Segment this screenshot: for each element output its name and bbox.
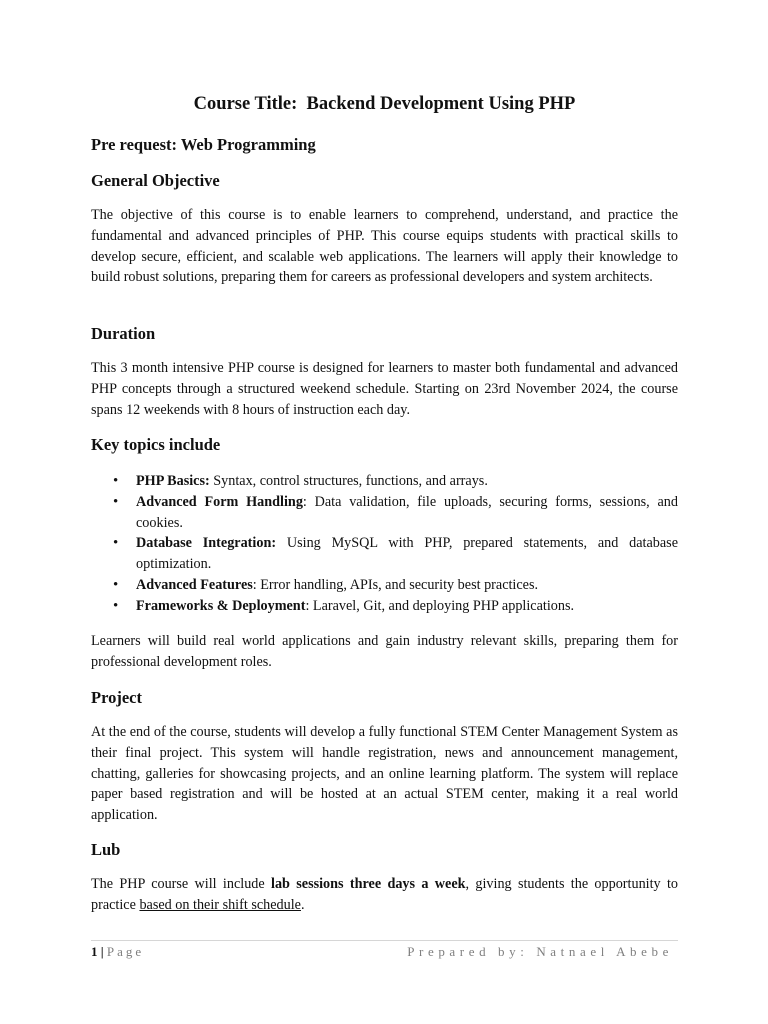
page-number: 1 [91, 944, 98, 959]
list-item [91, 533, 678, 575]
prepared-by: Prepared by: Natnael Abebe [407, 944, 673, 959]
topic-text: : Laravel, Git, and deploying PHP applications. [305, 597, 575, 614]
lab-bold-text: lab sessions three days a week [271, 876, 466, 892]
list-item [91, 492, 678, 534]
lab-text: The PHP course will include [91, 876, 272, 892]
project-body: At the end of the course, students will develop a fully functional STEM Center Management System as their final project. This system will handle registration, news and announcement management, chatting, galleries for showcasing projects, and an online learning platform. The system will replace paper based registration and will be hosted at an actual STEM center, making it a real world application. [91, 724, 678, 824]
list-item [91, 596, 678, 617]
list-item [91, 575, 678, 596]
list-item [91, 471, 678, 492]
lab-heading: Lub [91, 840, 121, 859]
topic-text: Using MySQL with PHP, prepared statements, and database optimization. [136, 535, 678, 573]
topic-label: PHP Basics: [136, 473, 210, 489]
topic-text: Syntax, control structures, functions, and arrays. [209, 473, 488, 489]
course-title: Course Title: Backend Development Using PHP [193, 94, 576, 114]
page-indicator [91, 944, 144, 960]
topic-text: : Error handling, APIs, and security best practices. [252, 576, 539, 593]
page-word: Page [106, 944, 145, 959]
lab-body [91, 874, 678, 916]
project-heading: Project [91, 688, 142, 707]
duration-body: This 3 month intensive PHP course is designed for learners to master both fundamental and advanced PHP concepts through a structured weekend schedule. Starting on 23rd November 2024, the course spans 12 weekends with 8 hours of instruction each day. [91, 360, 678, 418]
topic-label: Database Integration: [136, 535, 277, 552]
duration-heading: Duration [91, 324, 156, 343]
topic-label: Advanced Form Handling [136, 493, 303, 510]
lab-text: . [300, 896, 305, 913]
lab-text: , giving students the opportunity to practice [91, 876, 678, 913]
general-objective-heading: General Objective [91, 171, 220, 190]
prerequest-heading: Pre request: Web Programming [91, 135, 316, 154]
general-objective-body: The objective of this course is to enable learners to comprehend, understand, and practice the fundamental and advanced principles of PHP. This course equips students with practical skills to develop secure, efficient, and scalable web applications. The learners will apply their knowledge to build robust solutions, preparing them for careers as professional developers and system architects. [91, 207, 678, 286]
lab-underlined-text: based on their shift schedule [139, 896, 301, 913]
footer-divider [91, 940, 678, 941]
key-topics-list [91, 471, 678, 617]
topic-label: Frameworks & Deployment [136, 597, 306, 614]
topic-label: Advanced Features [136, 576, 253, 593]
topic-text: : Data validation, file uploads, securing forms, sessions, and cookies. [136, 493, 678, 531]
key-topics-heading: Key topics include [91, 435, 221, 454]
page-separator: | [97, 944, 107, 959]
key-topics-closing: Learners will build real world applications and gain industry relevant skills, preparing them for professional development roles. [91, 633, 678, 670]
